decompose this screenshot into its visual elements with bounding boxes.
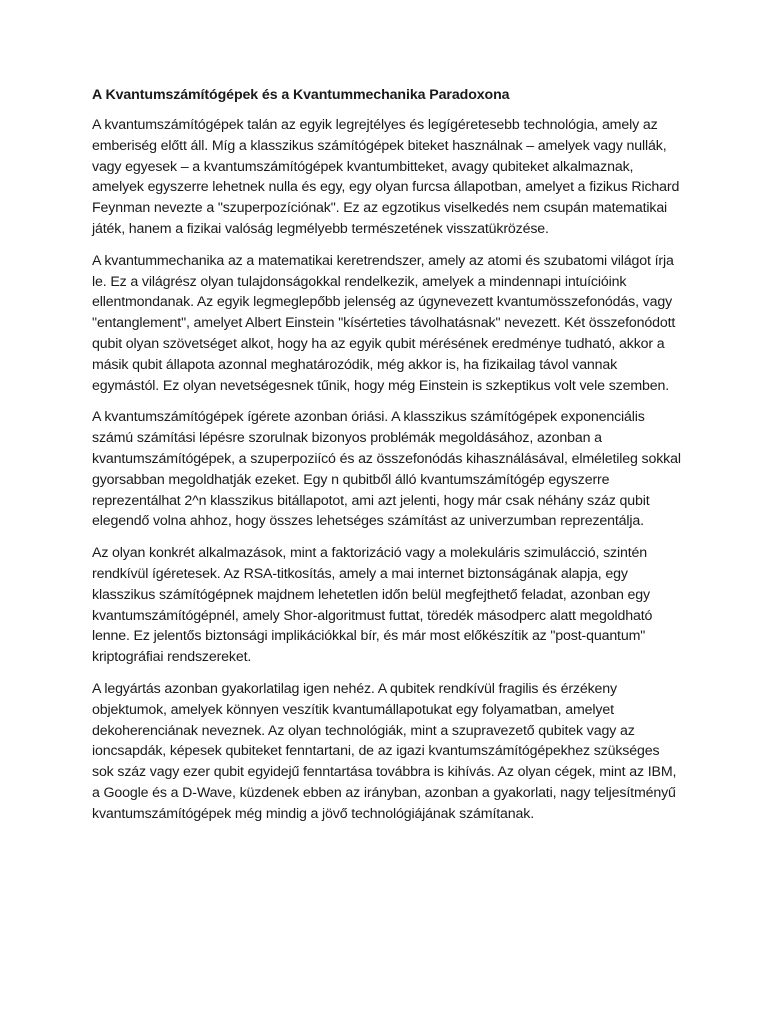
paragraph-3: A kvantumszámítógépek ígérete azonban óriási. A klasszikus számítógépek exponenciális számú számítási lépésre szorulnak bizonyos problémák megoldásához, azonban a kvantumszámítógépek, a szuperpoziícó és az összefonódás kihasználásával, elméletileg sokkal gyorsabban megoldhatják ezeket. Egy n qubitből álló kvantumszámítógép egyszerre reprezentálhat 2^n klasszikus bitállapotot, ami azt jelenti, hogy már csak néhány száz qubit elegendő volna ahhoz, hogy összes lehetséges számítást az univerzumban reprezentálja. — [92, 409, 681, 530]
paragraph-5: A legyártás azonban gyakorlatilag igen nehéz. A qubitek rendkívül fragilis és érzékeny objektumok, amelyek könnyen veszítik kvantumállapotukat egy folyamatban, amelyet dekoherenciának neveznek. Az olyan technológiák, mint a szupravezető qubitek vagy az ioncsapdák, képesek qubiteket fenntartani, de az igazi kvantumszámítógépekhez szükséges sok száz vagy ezer qubit egyidejű fenntartása továbbra is kihívás. Az olyan cégek, mint az IBM, a Google és a D-Wave, küzdenek ebben az irányban, azonban a gyakorlati, nagy teljesítményű kvantumszámítógépek még mindig a jövő technológiájának számítanak. — [92, 680, 677, 822]
paragraph-1: A kvantumszámítógépek talán az egyik legrejtélyes és legígéretesebb technológia, amely az emberiség előtt áll. Míg a klasszikus számítógépek biteket használnak – amelyek vagy nullák, vagy egyesek – a kvantumszámítógépek kvantumbitteket, avagy qubiteket alkalmaznak, amelyek egyszerre lehetnek nulla és egy, egy olyan furcsa állapotban, amelyet a fizikus Richard Feynman nevezte a "szuperpozíciónak". Ez az egzotikus viselkedés nem csupán matematikai játék, hanem a fizikai valóság legmélyebb természetének visszatükrözése. — [92, 117, 680, 237]
document-body — [92, 84, 682, 836]
document-title: A Kvantumszámítógépek és a Kvantummechanika Paradoxona — [92, 87, 510, 103]
paragraph-2: A kvantummechanika az a matematikai keretrendszer, amely az atomi és szubatomi világot írja le. Ez a világrész olyan tulajdonságokkal rendelkezik, amelyek a mindennapi intuícióink ellentmondanak. Az egyik legmeglepőbb jelenség az úgynevezett kvantumösszefonódás, vagy "entanglement", amelyet Albert Einstein "kísérteties távolhatásnak" nevezett. Két összefonódott qubit olyan szövetséget alkot, hogy ha az egyik qubit mérésének eredménye tudható, akkor a másik qubit állapota azonnal meghatározódik, még akkor is, ha fizikailag távol vannak egymástól. Ez olyan nevetségesnek tűnik, hogy még Einstein is szkeptikus volt vele szemben. — [92, 252, 676, 394]
paragraph-4: Az olyan konkrét alkalmazások, mint a faktorizáció vagy a molekuláris szimulácció, szintén rendkívül ígéretesek. Az RSA-titkosítás, amely a mai internet biztonságának alapja, egy klasszikus számítógépnek majdnem lehetetlen időn belül megfejthető feladat, azonban egy kvantumszámítógépnél, amely Shor-algoritmust futtat, töredék másodperc alatt megoldható lenne. Ez jelentős biztonsági implikációkkal bír, és már most előkészítik az "post-quantum" kriptográfiai rendszereket. — [92, 545, 653, 666]
